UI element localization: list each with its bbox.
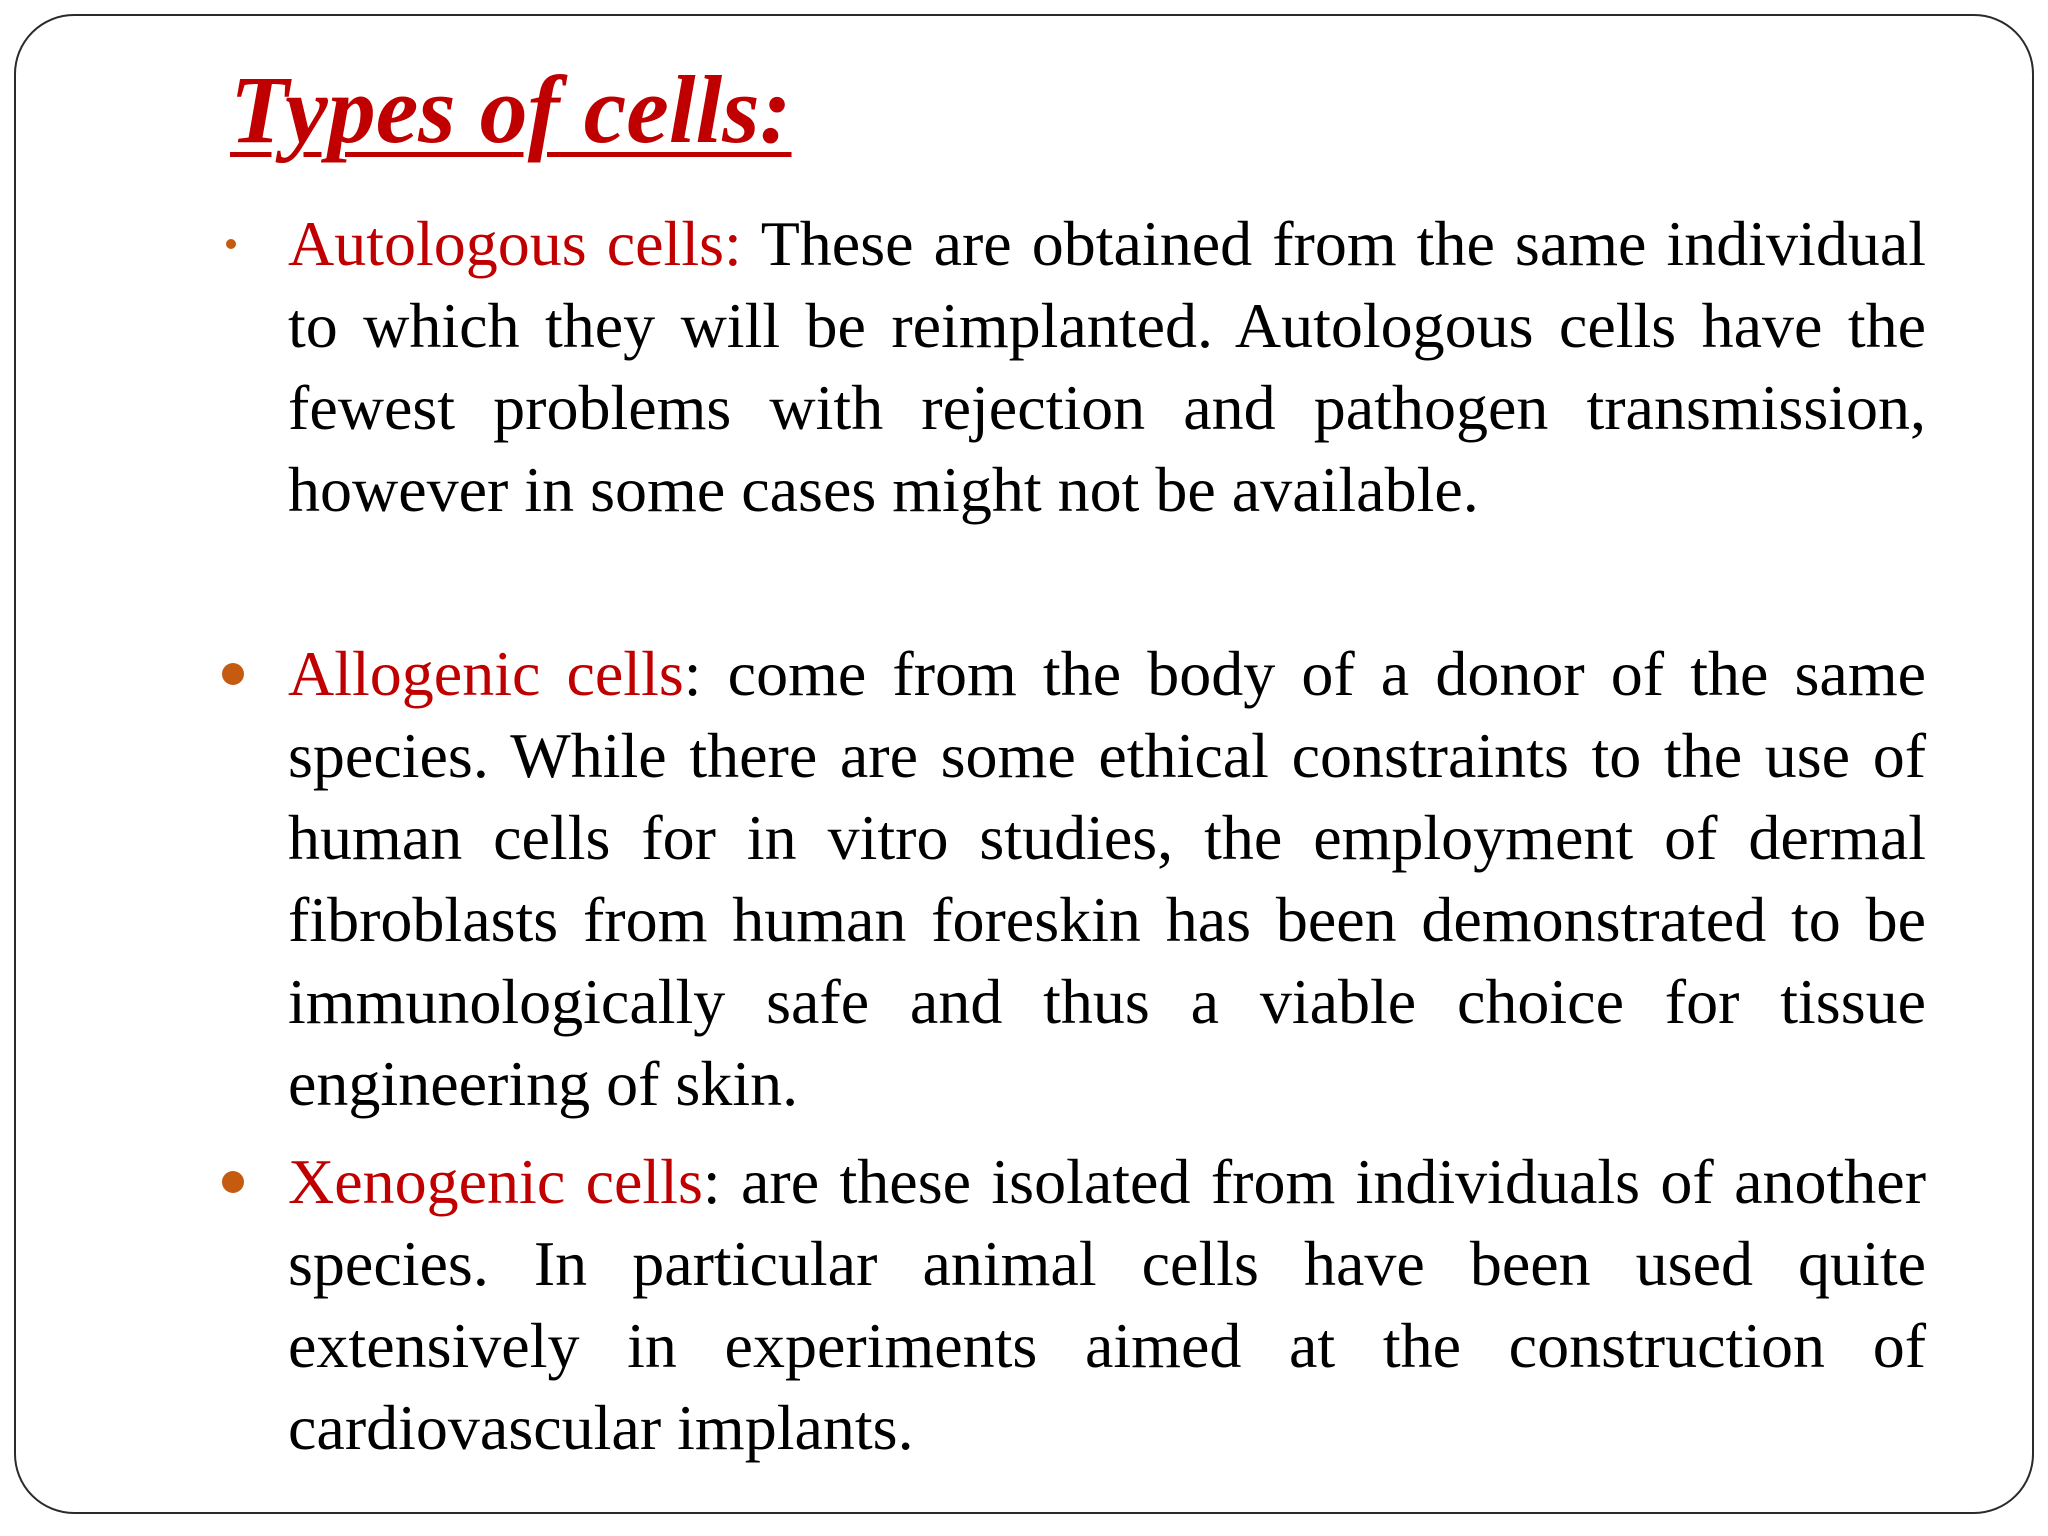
bullet-item-xenogenic xyxy=(288,1141,1926,1469)
bullet-term: Autologous cells: xyxy=(288,208,742,279)
bullet-marker-icon xyxy=(222,663,244,685)
bullet-marker-icon xyxy=(226,239,236,249)
slide-title: Types of cells: xyxy=(230,56,792,163)
bullet-text: : are these isolated from individuals of another species. In particular animal cells have been used quite extensively in experiments aimed at the construction of cardiovascular implants. xyxy=(288,1146,1927,1463)
bullet-text: : come from the body of a donor of the same species. While there are some ethical constraints to the use of human cells for in vitro studies, the employment of dermal fibroblasts from human foreskin has been demonstrated to be immunologically safe and thus a viable choice for tissue engineering of skin. xyxy=(288,638,1927,1119)
bullet-marker-icon xyxy=(222,1171,244,1193)
bullet-term: Allogenic cells xyxy=(288,638,684,709)
bullet-term: Xenogenic cells xyxy=(288,1146,703,1217)
bullet-text: These are obtained from the same individual to which they will be reimplanted. Autologous cells have the fewest problems with rejection and pathogen transmission, however in some cases might not be available. xyxy=(288,208,1927,525)
bullet-item-autologous xyxy=(288,203,1926,531)
bullet-item-allogenic xyxy=(288,633,1926,1125)
